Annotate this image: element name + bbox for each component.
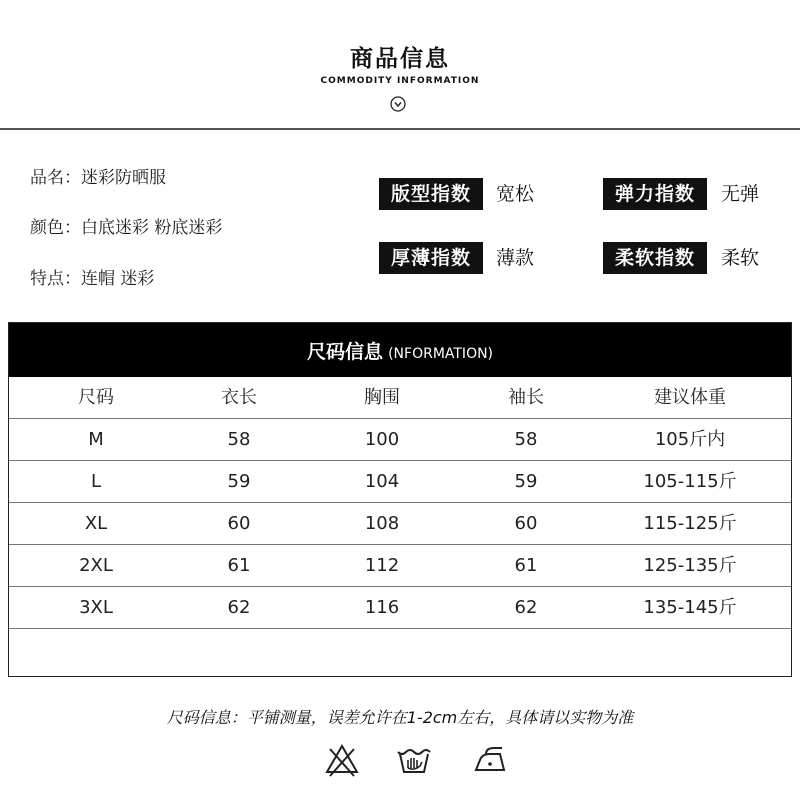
table-cell: 100 (364, 429, 400, 450)
chevron-down-circle-icon (390, 96, 406, 112)
table-cell: L (90, 471, 102, 492)
table-cell: 61 (227, 555, 251, 576)
attribute-product-name: 品名：迷彩防晒服 (30, 168, 166, 188)
table-cell: 60 (227, 513, 251, 534)
column-header: 建议体重 (654, 387, 726, 408)
table-cell: 116 (364, 597, 400, 618)
table-row (9, 503, 791, 545)
index-label-softness: 柔软指数 (603, 242, 707, 274)
header-subtitle: COMMODITY INFORMATION (320, 76, 480, 86)
index-label-elasticity: 弹力指数 (603, 178, 707, 210)
table-cell: 59 (227, 471, 251, 492)
index-label-thickness: 厚薄指数 (379, 242, 483, 274)
table-cell: M (88, 429, 104, 450)
size-table (8, 322, 792, 677)
size-table-title-en: (NFORMATION) (388, 346, 494, 362)
table-cell: 115-125斤 (643, 513, 737, 534)
column-header: 胸围 (364, 387, 400, 408)
table-cell: 2XL (79, 555, 113, 576)
table-cell: 105-115斤 (643, 471, 737, 492)
attribute-color: 颜色：白底迷彩 粉底迷彩 (30, 218, 223, 238)
table-cell: 112 (364, 555, 400, 576)
size-note: 尺码信息：平铺测量，误差允许在1-2cm左右，具体请以实物为准 (166, 708, 634, 727)
table-cell: 61 (514, 555, 538, 576)
table-cell: 58 (514, 429, 538, 450)
size-table-title: 尺码信息 (306, 341, 383, 363)
index-value-softness: 柔软 (721, 247, 760, 269)
table-row (9, 419, 791, 461)
header-divider (0, 128, 800, 130)
index-value-thickness: 薄款 (496, 247, 535, 269)
table-cell: 60 (514, 513, 538, 534)
table-row (9, 587, 791, 629)
table-cell: 135-145斤 (643, 597, 737, 618)
table-cell: 125-135斤 (643, 555, 737, 576)
table-cell: 58 (227, 429, 251, 450)
table-row (9, 545, 791, 587)
table-header-row (9, 377, 791, 419)
table-cell: 3XL (79, 597, 113, 618)
index-label-fit: 版型指数 (379, 178, 483, 210)
column-header: 衣长 (221, 387, 257, 408)
table-cell: 108 (364, 513, 400, 534)
table-cell: 104 (364, 471, 400, 492)
table-row (9, 461, 791, 503)
index-value-elasticity: 无弹 (721, 183, 760, 205)
column-header: 袖长 (508, 387, 544, 408)
hand-wash-icon (394, 740, 434, 780)
index-value-fit: 宽松 (496, 183, 535, 205)
iron-low-icon (470, 740, 510, 780)
table-cell: 62 (227, 597, 251, 618)
table-cell: 105斤内 (654, 429, 726, 450)
table-cell: 59 (514, 471, 538, 492)
no-bleach-icon (322, 740, 362, 780)
size-table-header (9, 323, 791, 377)
attribute-features: 特点：连帽 迷彩 (30, 269, 155, 289)
column-header: 尺码 (78, 387, 114, 408)
table-cell: XL (84, 513, 108, 534)
header-title: 商品信息 (350, 46, 450, 72)
table-cell: 62 (514, 597, 538, 618)
